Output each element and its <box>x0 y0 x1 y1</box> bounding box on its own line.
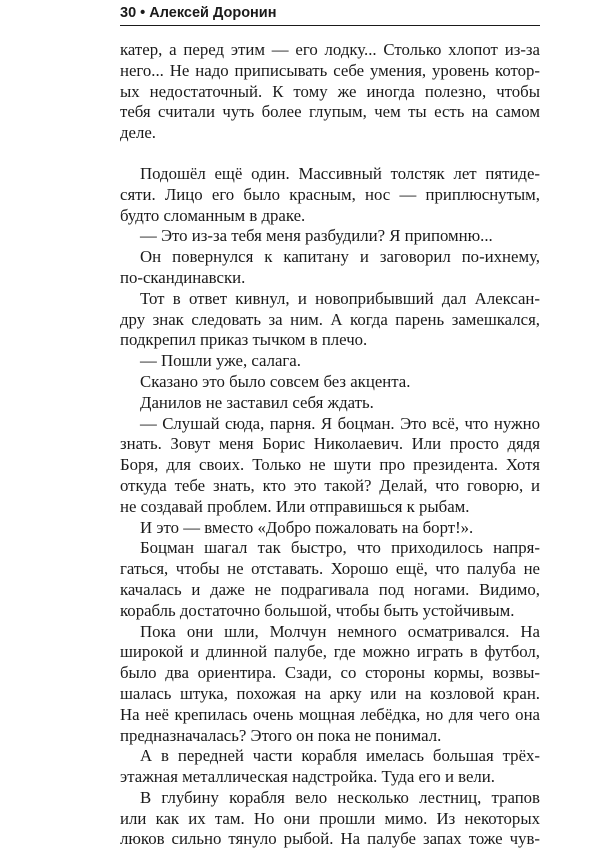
text-line: деле. <box>120 123 157 143</box>
text-line: было два ориентира. Сзади, со стороны кормы, возвы- <box>120 663 540 683</box>
text-line: не создавай проблем. Или отправишься к рыбам. <box>120 496 470 516</box>
text-line: Боря, для своих. Только не шути про президента. Хотя <box>120 455 540 475</box>
text-line: Подошёл ещё один. Массивный толстяк лет пятиде- <box>140 163 540 183</box>
text-line: тебя считали чуть более глупым, чем ты есть на самом <box>120 102 540 122</box>
text-line: — Пошли уже, салага. <box>140 351 301 371</box>
text-line: широкой и длинной палубе, где можно играть в футбол, <box>120 642 540 662</box>
text-line: или как их там. Но они прошли мимо. Из некоторых <box>120 808 540 828</box>
text-line: люков сильно тянуло рыбой. На палубе запах тоже чув- <box>120 829 540 849</box>
text-line: по-скандинавски. <box>120 267 246 287</box>
body-text <box>120 40 540 850</box>
header-separator: • <box>140 5 146 21</box>
text-line: Данилов не заставил себя ждать. <box>140 392 374 412</box>
text-line: корабль достаточно большой, чтобы быть устойчивым. <box>120 600 515 620</box>
text-line: этажная металлическая надстройка. Туда его и вели. <box>120 767 495 787</box>
text-line: дру знак следовать за ним. А когда парень замешкался, <box>120 309 540 329</box>
text-line: катер, а перед этим — его лодку... Столько хлопот из-за <box>120 40 540 59</box>
text-line: Тот в ответ кивнул, и новоприбывший дал Алексан- <box>140 288 540 308</box>
text-line: будто сломанным в драке. <box>120 205 306 225</box>
paragraph-gap <box>120 144 540 164</box>
text-line: Он повернулся к капитану и заговорил по-ихнему, <box>140 247 540 267</box>
text-line: В глубину корабля вело несколько лестниц, трапов <box>140 787 540 807</box>
text-line: откуда тебе знать, кто это такой? Делай, что говорю, и <box>120 475 540 495</box>
text-line: знать. Зовут меня Борис Николаевич. Или просто дядя <box>120 434 540 454</box>
text-line: Пока они шли, Молчун немного осматривался. На <box>140 621 540 641</box>
text-line: качалась и даже не подрагивала под ногами. Видимо, <box>120 579 540 599</box>
text-line: ых недостаточный. К тому же иногда полезно, чтобы <box>120 81 540 101</box>
text-line: И это — вместо «Добро пожаловать на борт!». <box>140 517 474 537</box>
text-line: Боцман шагал так быстро, что приходилось напря- <box>140 538 540 558</box>
text-line: А в передней части корабля имелась большая трёх- <box>140 746 540 766</box>
text-line: подкрепил приказ тычком в плечо. <box>120 330 368 350</box>
text-line: предназначалась? Этого он пока не понимал. <box>120 725 442 745</box>
author-name: Алексей Доронин <box>149 5 277 21</box>
text-line: сяти. Лицо его было красным, нос — приплюснутым, <box>120 184 540 204</box>
text-line: него... Не надо приписывать себе умения, уровень котор- <box>120 60 540 80</box>
text-line: Сказано это было совсем без акцента. <box>140 371 411 391</box>
running-head <box>120 4 540 26</box>
text-line: гаться, чтобы не отставать. Хорошо ещё, что палуба не <box>120 559 540 579</box>
text-line: На неё крепилась очень мощная лебёдка, но для чего она <box>120 704 540 724</box>
text-line: — Это из-за тебя меня разбудили? Я припомню... <box>140 226 493 246</box>
page-number: 30 <box>120 5 137 21</box>
text-line: — Слушай сюда, парня. Я боцман. Это всё, что нужно <box>140 413 540 433</box>
text-line: шалась штука, похожая на арку или на козловой кран. <box>120 683 540 703</box>
